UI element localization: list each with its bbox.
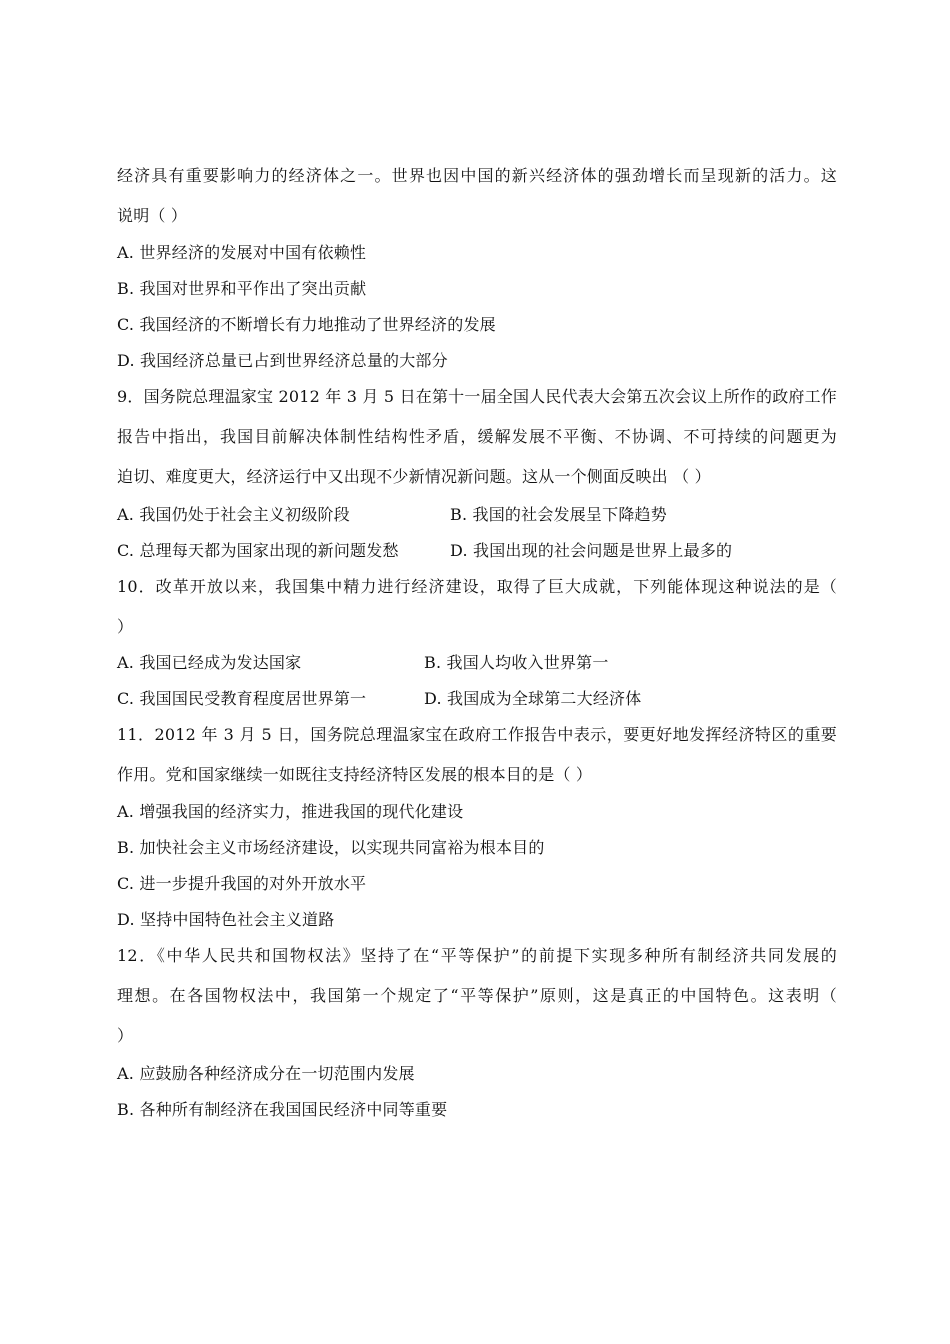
q11-line-2: 作用。党和国家继续一如既往支持经济特区发展的根本目的是（ ）: [117, 765, 593, 784]
intro-line-2: 说明（ ）: [117, 206, 188, 225]
q9-line-2: 报告中指出，我国目前解决体制性结构性矛盾，缓解发展不平衡、不协调、不可持续的问题更为: [117, 427, 837, 446]
q9-line-1: 9．国务院总理温家宝 2012 年 3 月 5 日在第十一届全国人民代表大会第五次会议上所作的政府工作: [117, 387, 837, 406]
q9-line-3: 迫切、难度更大，经济运行中又出现不少新情况新问题。这从一个侧面反映出 （ ）: [117, 467, 711, 486]
q11-option-d: D. 坚持中国特色社会主义道路: [117, 910, 335, 929]
q10-line-2: ）: [117, 617, 134, 636]
q12-line-2: 理想。在各国物权法中，我国第一个规定了“平等保护”原则，这是真正的中国特色。这表明（: [117, 986, 837, 1005]
q8-option-b: B. 我国对世界和平作出了突出贡献: [117, 279, 367, 298]
q10-line-1: 10．改革开放以来，我国集中精力进行经济建设，取得了巨大成就，下列能体现这种说法的是（: [117, 577, 837, 596]
q12-line-1: 12．《中华人民共和国物权法》坚持了在“平等保护”的前提下实现多种所有制经济共同发展的: [117, 946, 837, 965]
q10-option-c: C. 我国国民受教育程度居世界第一: [117, 689, 367, 708]
q11-option-b: B. 加快社会主义市场经济建设，以实现共同富裕为根本目的: [117, 838, 545, 857]
q8-option-c: C. 我国经济的不断增长有力地推动了世界经济的发展: [117, 315, 496, 334]
q12-option-a: A. 应鼓励各种经济成分在一切范围内发展: [117, 1064, 415, 1083]
q9-option-d: D. 我国出现的社会问题是世界上最多的: [450, 541, 733, 560]
q8-option-d: D. 我国经济总量已占到世界经济总量的大部分: [117, 351, 448, 370]
q8-option-a: A. 世界经济的发展对中国有依赖性: [117, 243, 367, 262]
q9-option-a: A. 我国仍处于社会主义初级阶段: [117, 505, 350, 524]
q11-line-1: 11．2012 年 3 月 5 日，国务院总理温家宝在政府工作报告中表示，要更好地发挥经济特区的重要: [117, 725, 837, 744]
q10-option-b: B. 我国人均收入世界第一: [424, 653, 609, 672]
q10-option-d: D. 我国成为全球第二大经济体: [424, 689, 642, 708]
intro-line-1: 经济具有重要影响力的经济体之一。世界也因中国的新兴经济体的强劲增长而呈现新的活力。这: [117, 166, 837, 185]
q12-option-b: B. 各种所有制经济在我国国民经济中同等重要: [117, 1100, 448, 1119]
q12-line-3: ）: [117, 1026, 134, 1045]
q10-option-a: A. 我国已经成为发达国家: [117, 653, 302, 672]
q11-option-c: C. 进一步提升我国的对外开放水平: [117, 874, 367, 893]
q11-option-a: A. 增强我国的经济实力，推进我国的现代化建设: [117, 802, 464, 821]
q9-option-b: B. 我国的社会发展呈下降趋势: [450, 505, 667, 524]
q9-option-c: C. 总理每天都为国家出现的新问题发愁: [117, 541, 399, 560]
